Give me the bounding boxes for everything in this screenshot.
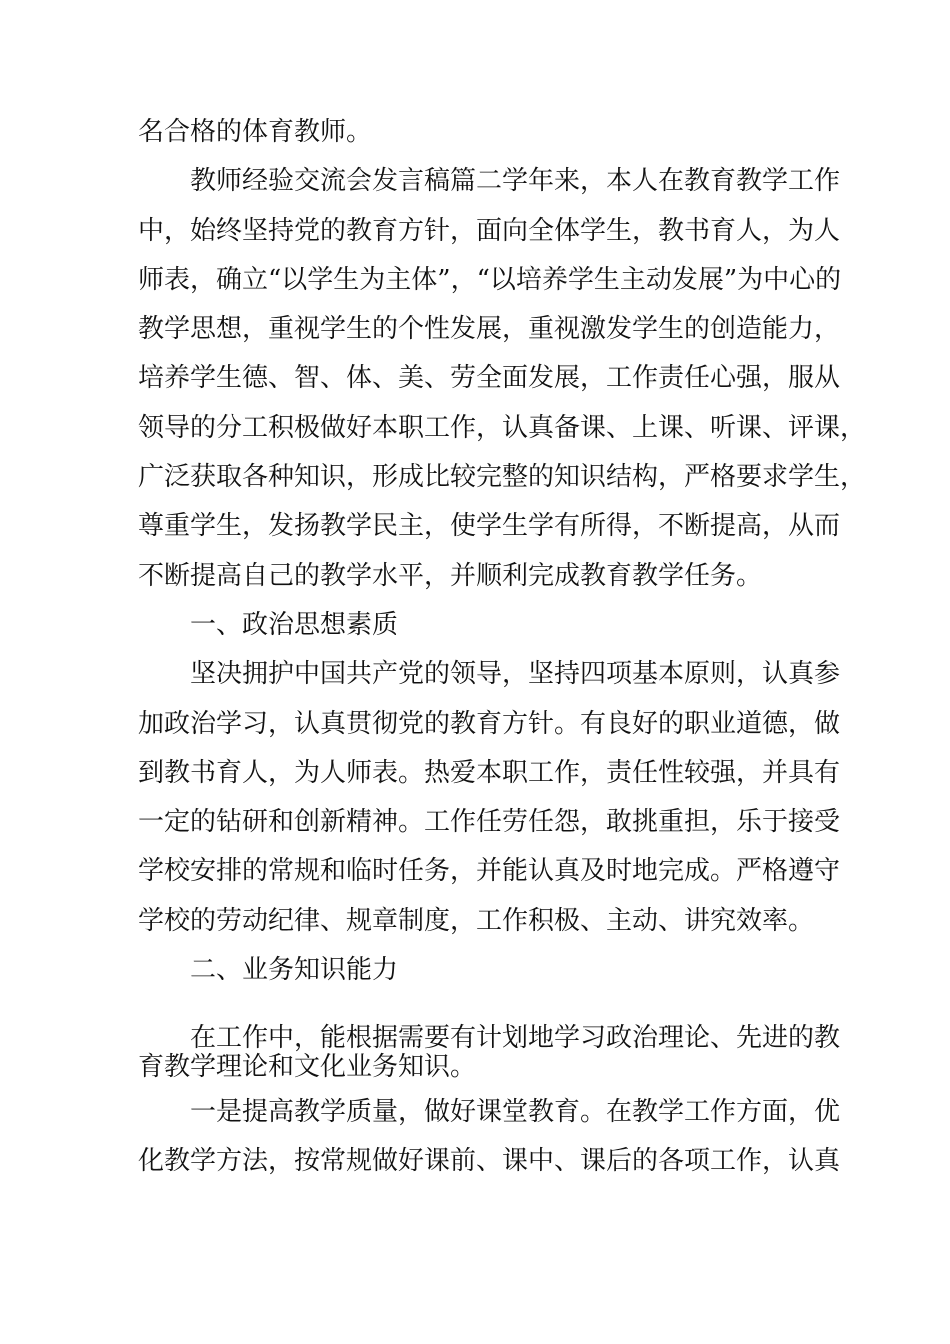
text-line: 教学思想，重视学生的个性发展，重视激发学生的创造能力， (138, 314, 841, 345)
text-line: 学校的劳动纪律、规章制度，工作积极、主动、讲究效率。 (138, 905, 815, 936)
text-line: 不断提高自己的教学水平，并顺利完成教育教学任务。 (138, 560, 763, 591)
body-text-tight (138, 1023, 841, 1082)
section-heading: 一、政治思想素质 (190, 609, 399, 640)
text-line: 到教书育人，为人师表。热爱本职工作，责任性较强，并具有 (138, 757, 841, 788)
text-line: 在工作中，能根据需要有计划地学习政治理论、先进的教 (190, 1023, 841, 1053)
text-line: 广泛获取各种知识，形成比较完整的知识结构，严格要求学生， (138, 462, 867, 493)
text-line: 一是提高教学质量，做好课堂教育。在教学工作方面，优 (190, 1097, 841, 1127)
text-line: 化教学方法，按常规做好课前、课中、课后的各项工作，认真 (138, 1146, 841, 1177)
section-heading: 二、业务知识能力 (190, 955, 399, 986)
text-line: 师表，确立“以学生为主体”，“以培养学生主动发展”为中心的 (138, 264, 842, 295)
text-line: 加政治学习，认真贯彻党的教育方针。有良好的职业道德，做 (138, 708, 841, 739)
text-line: 领导的分工积极做好本职工作，认真备课、上课、听课、评课， (138, 412, 867, 443)
text-line: 育教学理论和文化业务知识。 (138, 1052, 477, 1082)
text-line: 一定的钻研和创新精神。工作任劳任怨，敢挑重担，乐于接受 (138, 807, 841, 838)
text-line: 名合格的体育教师。 (138, 117, 373, 147)
text-line: 学校安排的常规和临时任务，并能认真及时地完成。严格遵守 (138, 856, 841, 887)
text-line: 中，始终坚持党的教育方针，面向全体学生，教书育人，为人 (138, 215, 841, 246)
body-text-continued (138, 1088, 841, 1187)
text-line: 培养学生德、智、体、美、劳全面发展，工作责任心强，服从 (138, 363, 841, 394)
text-line: 坚决拥护中国共产党的领导，坚持四项基本原则，认真参 (190, 659, 841, 690)
text-line: 教师经验交流会发言稿篇二学年来，本人在教育教学工作 (190, 166, 841, 197)
body-text-main (138, 108, 867, 995)
text-line: 尊重学生，发扬教学民主，使学生学有所得，不断提高，从而 (138, 511, 841, 542)
